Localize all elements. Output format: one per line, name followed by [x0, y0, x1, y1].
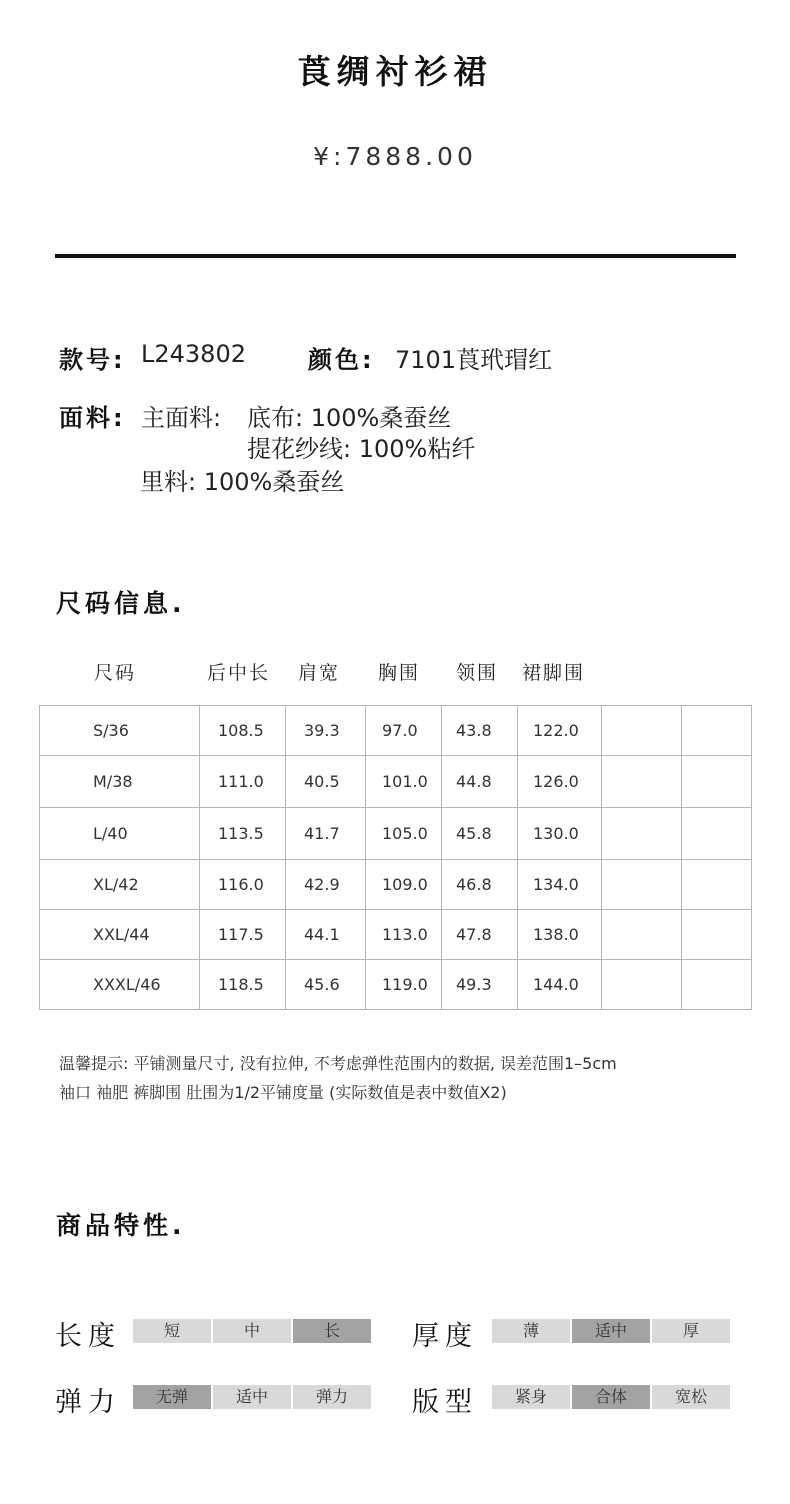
size-note-line1: 温馨提示: 平铺测量尺寸, 没有拉伸, 不考虑弹性范围内的数据, 误差范围1–5cm	[59, 1054, 617, 1073]
measure-cell: 144.0	[518, 960, 602, 1010]
measure-cell: 45.6	[286, 960, 366, 1010]
measure-cell	[602, 756, 682, 808]
feature-option-length: 长	[293, 1319, 371, 1343]
feature-option-elasticity: 适中	[213, 1385, 291, 1409]
feature-option-thickness: 适中	[572, 1319, 650, 1343]
measure-cell: 45.8	[442, 808, 518, 860]
measure-cell: 130.0	[518, 808, 602, 860]
size-cell: L/40	[40, 808, 200, 860]
header-back-length: 后中长	[207, 662, 271, 684]
fabric-label: 面料:	[59, 404, 126, 432]
product-price: ¥:7888.00	[313, 142, 477, 171]
measure-cell: 42.9	[286, 860, 366, 910]
color-label: 颜色:	[308, 346, 375, 374]
feature-label-fit: 版型	[412, 1387, 478, 1418]
measure-cell: 97.0	[366, 706, 442, 756]
measure-cell: 119.0	[366, 960, 442, 1010]
main-fabric-label: 主面料:	[141, 404, 222, 432]
header-shoulder: 肩宽	[298, 662, 341, 684]
measure-cell	[602, 910, 682, 960]
features-section-title: 商品特性.	[56, 1211, 186, 1240]
header-collar: 领围	[456, 662, 499, 684]
size-cell: XL/42	[40, 860, 200, 910]
measure-cell: 44.8	[442, 756, 518, 808]
size-cell: S/36	[40, 706, 200, 756]
size-note-line2: 袖口 袖肥 裤脚围 肚围为1/2平铺度量 (实际数值是表中数值X2)	[59, 1083, 507, 1102]
divider	[55, 254, 736, 258]
measure-cell: 43.8	[442, 706, 518, 756]
feature-option-elasticity: 弹力	[293, 1385, 371, 1409]
measure-cell	[682, 808, 752, 860]
style-number-value: L243802	[141, 340, 246, 368]
measure-cell: 40.5	[286, 756, 366, 808]
measure-cell	[682, 910, 752, 960]
measure-cell: 101.0	[366, 756, 442, 808]
measure-cell: 41.7	[286, 808, 366, 860]
measure-cell: 122.0	[518, 706, 602, 756]
measure-cell: 113.5	[200, 808, 286, 860]
measure-cell: 46.8	[442, 860, 518, 910]
size-cell: M/38	[40, 756, 200, 808]
measure-cell: 39.3	[286, 706, 366, 756]
measure-cell: 105.0	[366, 808, 442, 860]
table-row	[40, 910, 752, 960]
feature-label-length: 长度	[55, 1321, 121, 1352]
product-title: 莨绸衬衫裙	[297, 52, 493, 91]
measure-cell	[602, 860, 682, 910]
header-size: 尺码	[94, 662, 137, 684]
feature-option-thickness: 厚	[652, 1319, 730, 1343]
measure-cell	[682, 860, 752, 910]
feature-option-elasticity: 无弹	[133, 1385, 211, 1409]
measure-cell: 138.0	[518, 910, 602, 960]
measure-cell: 109.0	[366, 860, 442, 910]
feature-option-length: 中	[213, 1319, 291, 1343]
measure-cell: 118.5	[200, 960, 286, 1010]
size-table	[39, 705, 752, 1010]
header-hem: 裙脚围	[522, 662, 586, 684]
table-row	[40, 808, 752, 860]
feature-option-fit: 宽松	[652, 1385, 730, 1409]
header-bust: 胸围	[378, 662, 421, 684]
measure-cell	[602, 808, 682, 860]
feature-option-fit: 紧身	[492, 1385, 570, 1409]
measure-cell	[682, 756, 752, 808]
measure-cell	[602, 706, 682, 756]
feature-option-length: 短	[133, 1319, 211, 1343]
measure-cell: 134.0	[518, 860, 602, 910]
table-row	[40, 860, 752, 910]
feature-label-thickness: 厚度	[412, 1321, 478, 1352]
measure-cell: 126.0	[518, 756, 602, 808]
feature-option-fit: 合体	[572, 1385, 650, 1409]
measure-cell: 113.0	[366, 910, 442, 960]
measure-cell	[682, 960, 752, 1010]
color-value: 7101莨玳瑁红	[395, 346, 553, 374]
feature-option-thickness: 薄	[492, 1319, 570, 1343]
measure-cell: 49.3	[442, 960, 518, 1010]
size-cell: XXL/44	[40, 910, 200, 960]
measure-cell: 108.5	[200, 706, 286, 756]
jacquard-yarn: 提花纱线: 100%粘纤	[247, 435, 476, 463]
style-number-label: 款号:	[59, 346, 126, 374]
table-row	[40, 960, 752, 1010]
measure-cell: 117.5	[200, 910, 286, 960]
measure-cell: 47.8	[442, 910, 518, 960]
table-row	[40, 706, 752, 756]
base-fabric: 底布: 100%桑蚕丝	[247, 404, 452, 432]
measure-cell: 111.0	[200, 756, 286, 808]
lining: 里料: 100%桑蚕丝	[140, 468, 345, 496]
measure-cell: 44.1	[286, 910, 366, 960]
measure-cell: 116.0	[200, 860, 286, 910]
size-section-title: 尺码信息.	[56, 589, 186, 618]
size-cell: XXXL/46	[40, 960, 200, 1010]
measure-cell	[602, 960, 682, 1010]
measure-cell	[682, 706, 752, 756]
feature-label-elasticity: 弹力	[55, 1387, 121, 1418]
table-row	[40, 756, 752, 808]
